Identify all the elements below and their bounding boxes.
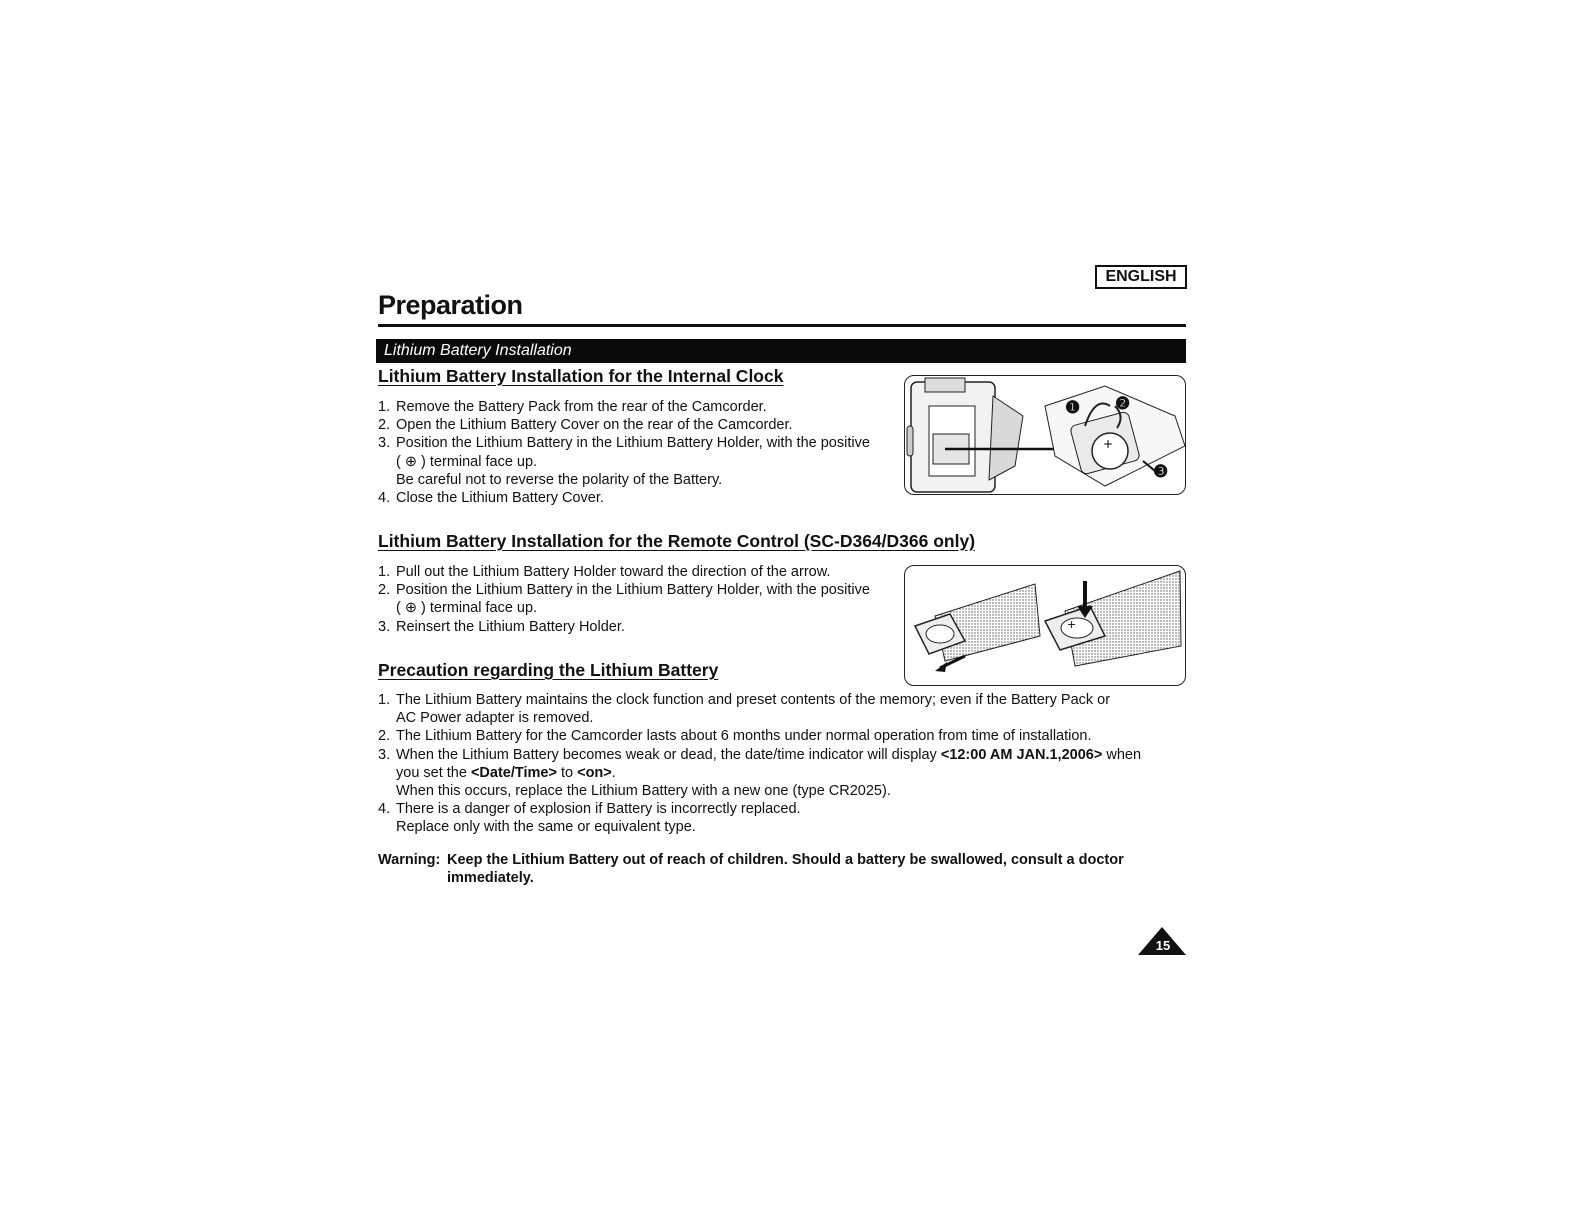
precaution-heading: Precaution regarding the Lithium Battery — [378, 660, 719, 680]
warning-label: Warning: — [378, 852, 441, 868]
camcorder-illustration-icon — [905, 376, 1185, 494]
page-number: 15 — [1155, 938, 1171, 953]
remote-heading: Lithium Battery Installation for the Remote Control (SC-D364/D366 only) — [378, 531, 976, 551]
svg-text:+: + — [1067, 618, 1077, 631]
list-item: 1. Remove the Battery Pack from the rear of the Camcorder. — [378, 399, 767, 415]
list-item: 2. Open the Lithium Battery Cover on the rear of the Camcorder. — [378, 417, 793, 434]
callout-1: ❶ — [1065, 398, 1081, 417]
language-label: ENGLISH — [1095, 265, 1187, 289]
list-item: 2. The Lithium Battery for the Camcorder lasts about 6 months under normal operation from time of installation. — [378, 728, 1092, 745]
list-item: 3. Reinsert the Lithium Battery Holder. — [378, 618, 625, 635]
list-item: 4. There is a danger of explosion if Battery is incorrectly replaced. Replace only with the same or equivalent type. — [378, 801, 801, 836]
list-item: 3. When the Lithium Battery becomes weak or dead, the date/time indicator will display <12:00 AM JAN.1,2006> when you set the <Date/Time> to <on>. When this occurs, replace the Lithium Battery with a new one (type CR2025). — [378, 746, 1142, 800]
title-rule — [378, 324, 1186, 327]
clock-steps — [378, 398, 898, 507]
list-item: 4. Close the Lithium Battery Cover. — [378, 490, 604, 507]
list-item: 1. The Lithium Battery maintains the clock function and preset contents of the memory; even if the Battery Pack or AC Power adapter is removed. — [378, 692, 1111, 727]
remote-battery-illustration — [904, 565, 1186, 686]
list-item: 2. Position the Lithium Battery in the Lithium Battery Holder, with the positive ( ⊕ ) terminal face up. — [378, 582, 870, 617]
warning-text: Keep the Lithium Battery out of reach of children. Should a battery be swallowed, consult a doctor immediately. — [447, 852, 1124, 886]
list-item: 3. Position the Lithium Battery in the Lithium Battery Holder, with the positive ( ⊕ ) terminal face up. Be careful not to reverse the polarity of the Battery. — [378, 435, 870, 488]
precaution-list — [378, 691, 1178, 837]
camcorder-battery-illustration — [904, 375, 1186, 495]
svg-text:+: + — [1103, 437, 1114, 451]
list-item: 1. Pull out the Lithium Battery Holder toward the direction of the arrow. — [378, 564, 831, 580]
callout-2: ❷ — [1115, 394, 1131, 413]
page-title: Preparation — [378, 290, 523, 320]
clock-heading: Lithium Battery Installation for the Internal Clock — [378, 366, 784, 386]
section-bar: Lithium Battery Installation — [376, 339, 1186, 363]
remote-control-illustration-icon — [905, 566, 1185, 685]
callout-3: ❸ — [1153, 462, 1169, 481]
warning-note — [378, 851, 1178, 887]
remote-steps — [378, 563, 898, 636]
